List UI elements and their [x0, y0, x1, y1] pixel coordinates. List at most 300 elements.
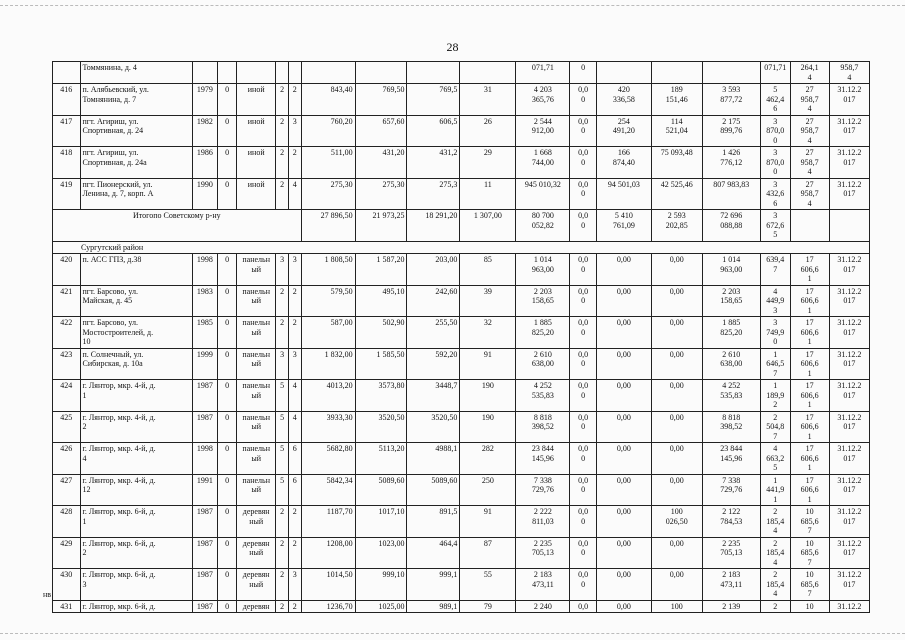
- table-cell: 2: [276, 537, 289, 569]
- table-cell: 4: [288, 380, 301, 412]
- table-cell: 0,0 0: [570, 115, 596, 147]
- table-cell: 31.12.2 017: [829, 84, 869, 116]
- table-cell: 31.12.2 017: [829, 317, 869, 349]
- table-cell: 1982: [192, 115, 217, 147]
- table-cell: 3 749,9 0: [760, 317, 790, 349]
- table-cell: 2 183 473,11: [702, 569, 760, 601]
- table-cell: 0,0 0: [570, 285, 596, 317]
- row-number: 417: [53, 115, 81, 147]
- table-cell: 2 203 158,65: [516, 285, 570, 317]
- address-cell: пгт. Барсово, ул. Майская, д. 45: [80, 285, 192, 317]
- table-cell: 0,0 0: [570, 569, 596, 601]
- table-cell: 0,0 0: [570, 178, 596, 210]
- table-cell: 1987: [192, 506, 217, 538]
- table-cell: 42 525,46: [651, 178, 702, 210]
- table-cell: 8 818 398,52: [702, 411, 760, 443]
- housing-registry-table: [52, 61, 870, 613]
- table-cell: 071,71: [516, 62, 570, 84]
- table-cell: 0: [218, 317, 237, 349]
- table-cell: 1187,70: [301, 506, 355, 538]
- address-cell: п. Алябьевский, ул. Томнянина, д. 7: [80, 84, 192, 116]
- table-cell: 5 462,4 6: [760, 84, 790, 116]
- table-cell: 0,00: [596, 317, 651, 349]
- table-cell: 0,00: [596, 537, 651, 569]
- table-cell: 1 441,9 1: [760, 474, 790, 506]
- table-cell: 4013,20: [301, 380, 355, 412]
- table-cell: 17 606,6 1: [790, 474, 829, 506]
- table-cell: 1998: [192, 443, 217, 475]
- row-number: 431: [53, 600, 81, 613]
- footer-mark: нв: [43, 590, 52, 599]
- table-cell: деревян ный: [237, 537, 276, 569]
- table-cell: 6: [288, 474, 301, 506]
- address-cell: Томмянина, д. 4: [80, 62, 192, 84]
- table-cell: 1 585,50: [355, 348, 407, 380]
- page-number: 28: [446, 40, 459, 54]
- table-cell: 242,60: [407, 285, 460, 317]
- table-cell: 0,0: [570, 600, 596, 613]
- table-cell: 0,00: [596, 569, 651, 601]
- table-cell: 1990: [192, 178, 217, 210]
- table-row: [53, 254, 870, 286]
- table-cell: 5682,80: [301, 443, 355, 475]
- table-cell: 999,1: [407, 569, 460, 601]
- row-number: 425: [53, 411, 81, 443]
- table-cell: 0,00: [596, 600, 651, 613]
- table-cell: 945 010,32: [516, 178, 570, 210]
- table-cell: иной: [237, 178, 276, 210]
- table-cell: 31.12.2 017: [829, 411, 869, 443]
- table-row: [53, 348, 870, 380]
- table-cell: 1987: [192, 569, 217, 601]
- table-cell: 5842,34: [301, 474, 355, 506]
- table-cell: 39: [460, 285, 516, 317]
- table-cell: 2 240: [516, 600, 570, 613]
- table-cell: 3 432,6 6: [760, 178, 790, 210]
- table-row: [53, 317, 870, 349]
- table-cell: 2: [276, 317, 289, 349]
- table-cell: 0: [218, 600, 237, 613]
- table-cell: 31.12.2 017: [829, 506, 869, 538]
- table-cell: 2: [276, 178, 289, 210]
- table-cell: 23 844 145,96: [516, 443, 570, 475]
- table-cell: 5: [276, 474, 289, 506]
- table-cell: 0: [218, 115, 237, 147]
- table-cell: 891,5: [407, 506, 460, 538]
- table-cell: 0: [218, 178, 237, 210]
- table-cell: 0: [218, 537, 237, 569]
- table-cell: 190: [460, 380, 516, 412]
- address-cell: г. Лянтор, мкр. 6-й, д. 3: [80, 569, 192, 601]
- table-cell: 2 610 638,00: [702, 348, 760, 380]
- table-cell: [237, 62, 276, 84]
- table-cell: 4: [288, 178, 301, 210]
- table-row: [53, 537, 870, 569]
- table-cell: 989,1: [407, 600, 460, 613]
- address-cell: г. Лянтор, мкр. 4-й, д. 2: [80, 411, 192, 443]
- table-cell: 0: [218, 285, 237, 317]
- table-cell: 1983: [192, 285, 217, 317]
- table-cell: 657,60: [355, 115, 407, 147]
- table-cell: 5: [276, 411, 289, 443]
- table-cell: [276, 62, 289, 84]
- table-cell: 87: [460, 537, 516, 569]
- table-row: [53, 411, 870, 443]
- table-cell: 3: [276, 348, 289, 380]
- table-cell: 31.12.2 017: [829, 443, 869, 475]
- row-number: 430: [53, 569, 81, 601]
- table-cell: [829, 210, 869, 242]
- table-cell: 0,0 0: [570, 380, 596, 412]
- table-cell: 0: [218, 380, 237, 412]
- table-cell: панельн ый: [237, 411, 276, 443]
- table-cell: иной: [237, 84, 276, 116]
- table-cell: 18 291,20: [407, 210, 460, 242]
- table-cell: 579,50: [301, 285, 355, 317]
- table-cell: 17 606,6 1: [790, 317, 829, 349]
- table-cell: иной: [237, 147, 276, 179]
- table-cell: 1236,70: [301, 600, 355, 613]
- table-cell: 189 151,46: [651, 84, 702, 116]
- table-cell: 606,5: [407, 115, 460, 147]
- table-cell: 3: [288, 115, 301, 147]
- table-cell: 0,0 0: [570, 147, 596, 179]
- table-cell: 0: [218, 506, 237, 538]
- address-cell: п. Солнечный, ул. Сибирская, д. 10а: [80, 348, 192, 380]
- table-cell: иной: [237, 115, 276, 147]
- table-cell: 264,1 4: [790, 62, 829, 84]
- table-row: [53, 443, 870, 475]
- table-cell: 4: [288, 411, 301, 443]
- table-cell: 10 685,6 7: [790, 569, 829, 601]
- table-cell: 0: [218, 569, 237, 601]
- address-cell: пгт. Агириш, ул. Спортивная, д. 24а: [80, 147, 192, 179]
- table-cell: 23 844 145,96: [702, 443, 760, 475]
- table-cell: 3520,50: [355, 411, 407, 443]
- table-cell: 1 832,00: [301, 348, 355, 380]
- table-cell: 5: [276, 380, 289, 412]
- table-cell: 1 646,5 7: [760, 348, 790, 380]
- address-cell: г. Лянтор, мкр. 6-й, д. 1: [80, 506, 192, 538]
- table-cell: 3: [288, 348, 301, 380]
- table-cell: 1985: [192, 317, 217, 349]
- table-cell: 32: [460, 317, 516, 349]
- table-cell: 0,00: [596, 506, 651, 538]
- table-cell: 29: [460, 147, 516, 179]
- table-cell: 27 958,7 4: [790, 178, 829, 210]
- table-cell: 0,0 0: [570, 254, 596, 286]
- table-row: [53, 147, 870, 179]
- table-cell: 2 185,4 4: [760, 506, 790, 538]
- table-cell: 2: [760, 600, 790, 613]
- table-cell: 0,0 0: [570, 210, 596, 242]
- table-cell: 17 606,6 1: [790, 254, 829, 286]
- table-cell: 2: [276, 600, 289, 613]
- table-cell: 2 139: [702, 600, 760, 613]
- table-cell: 1 307,00: [460, 210, 516, 242]
- table-cell: 100 026,50: [651, 506, 702, 538]
- table-cell: 2 504,8 7: [760, 411, 790, 443]
- table-cell: 4988,1: [407, 443, 460, 475]
- table-cell: 75 093,48: [651, 147, 702, 179]
- table-cell: 275,3: [407, 178, 460, 210]
- table-cell: 1 014 963,00: [702, 254, 760, 286]
- table-cell: 85: [460, 254, 516, 286]
- table-cell: 431,20: [355, 147, 407, 179]
- table-cell: 0,00: [651, 569, 702, 601]
- table-cell: [301, 62, 355, 84]
- table-cell: 91: [460, 348, 516, 380]
- table-cell: панельн ый: [237, 380, 276, 412]
- table-cell: 0,00: [596, 285, 651, 317]
- table-cell: 420 336,58: [596, 84, 651, 116]
- table-row: [53, 380, 870, 412]
- address-cell: п. АСС ГПЗ, д.38: [80, 254, 192, 286]
- address-cell: г. Лянтор, мкр. 6-й, д. 2: [80, 537, 192, 569]
- table-cell: 26: [460, 115, 516, 147]
- table-cell: 2 203 158,65: [702, 285, 760, 317]
- table-cell: 10 685,6 7: [790, 537, 829, 569]
- table-cell: 3 672,6 5: [760, 210, 790, 242]
- table-cell: 0: [218, 254, 237, 286]
- table-cell: 0: [218, 411, 237, 443]
- table-cell: панельн ый: [237, 348, 276, 380]
- table-cell: 1014,50: [301, 569, 355, 601]
- table-cell: 275,30: [355, 178, 407, 210]
- table-cell: 2: [288, 600, 301, 613]
- table-cell: 502,90: [355, 317, 407, 349]
- table-cell: 0: [218, 474, 237, 506]
- table-cell: 5089,60: [407, 474, 460, 506]
- table-cell: панельн ый: [237, 474, 276, 506]
- table-cell: деревян: [237, 600, 276, 613]
- table-cell: 2: [288, 285, 301, 317]
- table-cell: 0,00: [651, 474, 702, 506]
- table-cell: 0: [218, 84, 237, 116]
- table-cell: 10 685,6 7: [790, 506, 829, 538]
- table-cell: 27 896,50: [301, 210, 355, 242]
- table-cell: 769,50: [355, 84, 407, 116]
- section-header-row: [53, 241, 870, 254]
- table-cell: 94 501,03: [596, 178, 651, 210]
- table-cell: 0,00: [596, 474, 651, 506]
- table-cell: 31.12.2: [829, 600, 869, 613]
- table-cell: 0: [570, 62, 596, 84]
- table-cell: 1 587,20: [355, 254, 407, 286]
- table-cell: [192, 62, 217, 84]
- table-cell: 2 610 638,00: [516, 348, 570, 380]
- table-cell: 1208,00: [301, 537, 355, 569]
- address-cell: пгт. Барсово, ул. Мостостроителей, д. 10: [80, 317, 192, 349]
- table-cell: 843,40: [301, 84, 355, 116]
- table-cell: [218, 62, 237, 84]
- table-cell: 166 874,40: [596, 147, 651, 179]
- table-cell: 807 983,83: [702, 178, 760, 210]
- row-number: 424: [53, 380, 81, 412]
- table-cell: 250: [460, 474, 516, 506]
- total-row: [53, 210, 870, 242]
- table-row: [53, 115, 870, 147]
- table-cell: [288, 62, 301, 84]
- table-row: [53, 506, 870, 538]
- table-cell: 3 593 877,72: [702, 84, 760, 116]
- table-cell: 0,0 0: [570, 506, 596, 538]
- table-cell: 10: [790, 600, 829, 613]
- table-cell: 2 185,4 4: [760, 569, 790, 601]
- table-cell: [355, 62, 407, 84]
- table-cell: 80 700 052,82: [516, 210, 570, 242]
- table-cell: 79: [460, 600, 516, 613]
- table-cell: 2: [288, 506, 301, 538]
- address-cell: пгт. Агириш, ул. Спортивная, д. 24: [80, 115, 192, 147]
- table-cell: 1 885 825,20: [702, 317, 760, 349]
- table-row: [53, 569, 870, 601]
- table-cell: 1999: [192, 348, 217, 380]
- table-cell: 1979: [192, 84, 217, 116]
- table-cell: 0: [218, 443, 237, 475]
- table-cell: 1 668 744,00: [516, 147, 570, 179]
- table-cell: 1987: [192, 411, 217, 443]
- table-cell: [407, 62, 460, 84]
- table-row: [53, 600, 870, 613]
- table-cell: 7 338 729,76: [702, 474, 760, 506]
- table-cell: 0,00: [596, 411, 651, 443]
- table-row: [53, 62, 870, 84]
- table-cell: 55: [460, 569, 516, 601]
- table-cell: 3448,7: [407, 380, 460, 412]
- table-cell: 6: [288, 443, 301, 475]
- table-cell: 3 870,0 0: [760, 115, 790, 147]
- table-cell: 431,2: [407, 147, 460, 179]
- table-cell: [460, 62, 516, 84]
- table-cell: 495,10: [355, 285, 407, 317]
- table-cell: 1987: [192, 537, 217, 569]
- row-number: 420: [53, 254, 81, 286]
- table-cell: 31.12.2 017: [829, 254, 869, 286]
- table-cell: 2: [276, 147, 289, 179]
- table-cell: 100: [651, 600, 702, 613]
- row-number: [53, 62, 81, 84]
- table-cell: 0,00: [596, 348, 651, 380]
- scan-edge-bottom: [0, 633, 905, 640]
- table-cell: 2 235 705,13: [702, 537, 760, 569]
- table-cell: 2 185,4 4: [760, 537, 790, 569]
- table-cell: 2: [276, 84, 289, 116]
- table-cell: 7 338 729,76: [516, 474, 570, 506]
- row-number: 422: [53, 317, 81, 349]
- table-cell: 2: [276, 285, 289, 317]
- table-cell: 1987: [192, 380, 217, 412]
- table-cell: 2 235 705,13: [516, 537, 570, 569]
- table-cell: 4 252 535,83: [516, 380, 570, 412]
- table-cell: 11: [460, 178, 516, 210]
- row-number: 428: [53, 506, 81, 538]
- table-cell: 5: [276, 443, 289, 475]
- table-cell: 31.12.2 017: [829, 569, 869, 601]
- table-cell: 0,0 0: [570, 348, 596, 380]
- table-cell: 31.12.2 017: [829, 380, 869, 412]
- table-cell: 72 696 088,88: [702, 210, 760, 242]
- table-cell: 1 014 963,00: [516, 254, 570, 286]
- table-cell: 1017,10: [355, 506, 407, 538]
- registry-body: [53, 62, 870, 613]
- table-cell: 0,00: [596, 380, 651, 412]
- table-cell: 3: [276, 254, 289, 286]
- table-cell: 5113,20: [355, 443, 407, 475]
- row-number: 427: [53, 474, 81, 506]
- table-cell: 511,00: [301, 147, 355, 179]
- table-cell: [702, 62, 760, 84]
- table-cell: 275,30: [301, 178, 355, 210]
- address-cell: г. Лянтор, мкр. 4-й, д. 1: [80, 380, 192, 412]
- table-cell: 5089,60: [355, 474, 407, 506]
- table-row: [53, 84, 870, 116]
- table-cell: 31.12.2 017: [829, 348, 869, 380]
- table-cell: 2: [288, 317, 301, 349]
- total-label: Итогопо Советскому р-ну: [53, 210, 302, 242]
- table-cell: 21 973,25: [355, 210, 407, 242]
- table-cell: 17 606,6 1: [790, 348, 829, 380]
- table-cell: 3520,50: [407, 411, 460, 443]
- table-cell: 3 870,0 0: [760, 147, 790, 179]
- table-cell: панельн ый: [237, 285, 276, 317]
- table-cell: 1991: [192, 474, 217, 506]
- row-number: 426: [53, 443, 81, 475]
- table-cell: 464,4: [407, 537, 460, 569]
- table-cell: 0,0 0: [570, 474, 596, 506]
- row-number: 418: [53, 147, 81, 179]
- table-cell: 2 593 202,85: [651, 210, 702, 242]
- table-cell: 5 410 761,09: [596, 210, 651, 242]
- table-cell: 071,71: [760, 62, 790, 84]
- table-cell: 0,00: [651, 537, 702, 569]
- address-cell: г. Лянтор, мкр. 4-й, д. 4: [80, 443, 192, 475]
- table-cell: 31.12.2 017: [829, 474, 869, 506]
- table-cell: 27 958,7 4: [790, 147, 829, 179]
- table-cell: панельн ый: [237, 254, 276, 286]
- table-cell: 0,00: [651, 285, 702, 317]
- table-cell: 254 491,20: [596, 115, 651, 147]
- table-cell: 0,00: [596, 443, 651, 475]
- table-cell: 4 663,2 5: [760, 443, 790, 475]
- table-cell: 3: [288, 569, 301, 601]
- table-cell: деревян ный: [237, 569, 276, 601]
- table-cell: 1 885 825,20: [516, 317, 570, 349]
- table-cell: 282: [460, 443, 516, 475]
- table-cell: 0,0 0: [570, 84, 596, 116]
- table-cell: 31.12.2 017: [829, 285, 869, 317]
- table-cell: 0,0 0: [570, 443, 596, 475]
- table-cell: 27 958,7 4: [790, 84, 829, 116]
- table-cell: 3: [288, 254, 301, 286]
- address-cell: г. Лянтор, мкр. 6-й, д.: [80, 600, 192, 613]
- table-cell: 2: [288, 84, 301, 116]
- table-cell: 639,4 7: [760, 254, 790, 286]
- table-cell: 592,20: [407, 348, 460, 380]
- table-cell: панельн ый: [237, 317, 276, 349]
- row-number: 419: [53, 178, 81, 210]
- table-cell: 769,5: [407, 84, 460, 116]
- table-cell: 1 808,50: [301, 254, 355, 286]
- table-cell: 1 189,9 2: [760, 380, 790, 412]
- table-cell: 255,50: [407, 317, 460, 349]
- table-cell: [596, 62, 651, 84]
- row-number: 416: [53, 84, 81, 116]
- table-cell: 587,00: [301, 317, 355, 349]
- table-cell: 0,00: [651, 254, 702, 286]
- table-cell: 31: [460, 84, 516, 116]
- table-cell: 0,00: [596, 254, 651, 286]
